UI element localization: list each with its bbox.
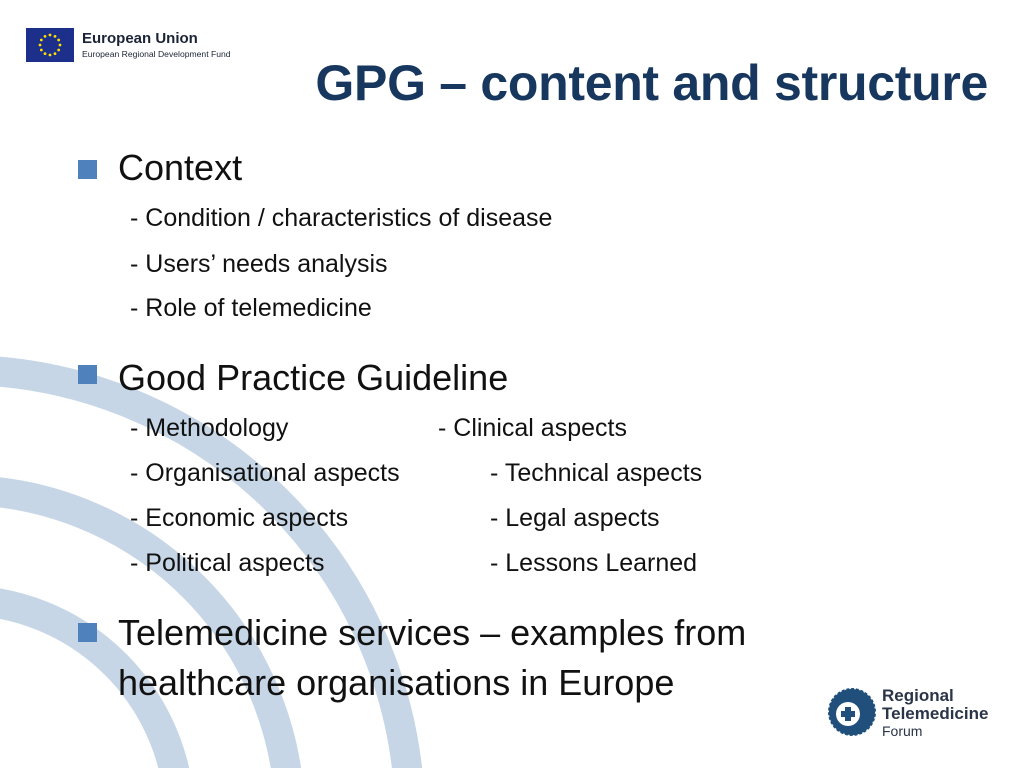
list-item: - Users’ needs analysis xyxy=(130,250,388,278)
telemedicine-cross-icon xyxy=(826,686,878,738)
list-item: - Condition / characteristics of disease xyxy=(130,204,553,232)
bullet-square-icon xyxy=(78,365,97,384)
list-item: - Technical aspects xyxy=(490,459,703,487)
list-item: - Clinical aspects xyxy=(438,414,627,442)
list-item: - Legal aspects xyxy=(490,504,660,532)
rtf-line-telemedicine: Telemedicine xyxy=(882,703,989,723)
section-heading-guideline: Good Practice Guideline xyxy=(118,357,509,398)
list-item: - Role of telemedicine xyxy=(130,294,372,322)
list-item: - Political aspects xyxy=(130,549,325,577)
bullet-square-icon xyxy=(78,623,97,642)
page-title: GPG – content and structure xyxy=(315,55,988,111)
section-heading-context: Context xyxy=(118,147,243,188)
eu-title: European Union xyxy=(82,30,198,48)
rtf-line-forum: Forum xyxy=(882,722,923,739)
rtf-line-regional: Regional xyxy=(882,685,954,705)
list-item: - Economic aspects xyxy=(130,504,349,532)
bullet-square-icon xyxy=(78,160,97,179)
rtf-logo xyxy=(826,686,988,738)
list-item: - Organisational aspects xyxy=(130,459,400,487)
section-heading-services-line2: healthcare organisations in Europe xyxy=(118,662,675,703)
list-item: - Methodology xyxy=(130,414,289,442)
eu-subtitle: European Regional Development Fund xyxy=(82,49,231,60)
section-heading-services-line1: Telemedicine services – examples from xyxy=(118,612,747,653)
list-item: - Lessons Learned xyxy=(490,549,698,577)
